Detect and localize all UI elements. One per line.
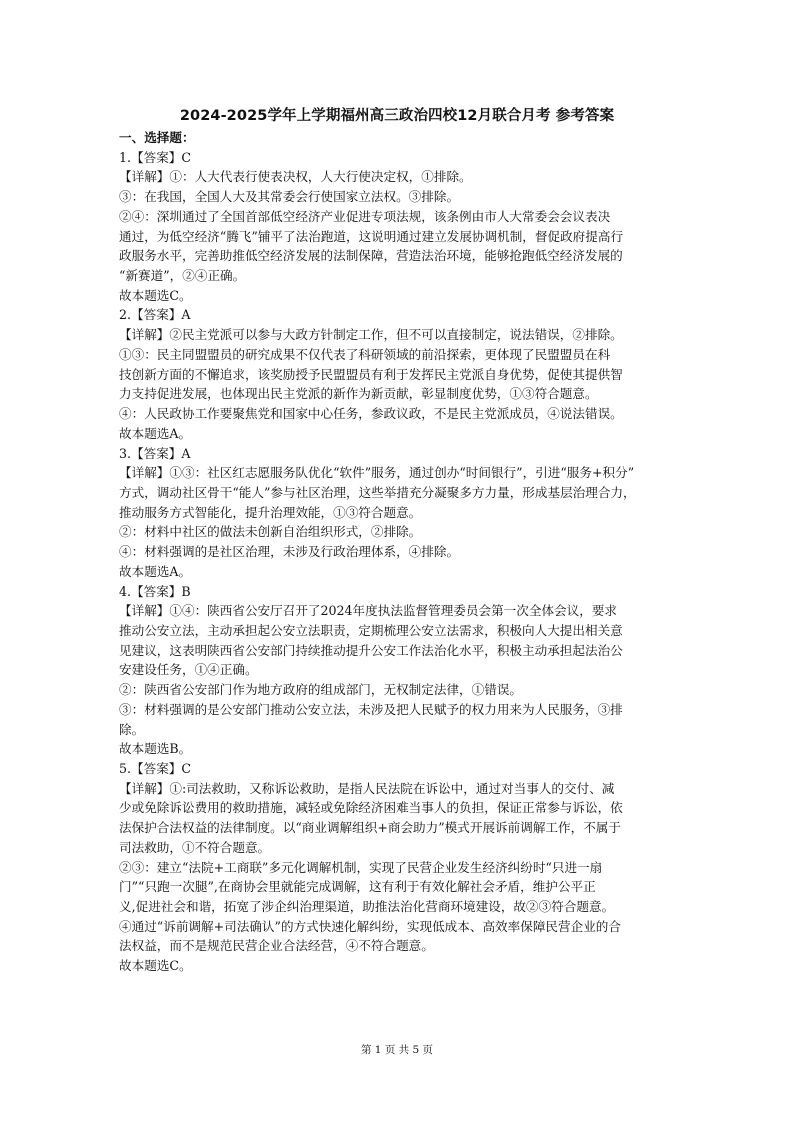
text-line: 门”“只跑一次腿”,在商协会里就能完成调解，这有利于有效化解社会矛盾，维护公平正	[119, 879, 596, 895]
text-line: 故本题选A。	[119, 563, 192, 579]
text-line: 【详解】①④：陕西省公安厅召开了2024年度执法监督管理委员会第一次全体会议，要求	[119, 603, 618, 619]
text-line: “新赛道”，②④正确。	[119, 268, 246, 284]
text-line: 【详解】①:司法救助，又称诉讼救助，是指人民法院在诉讼中，通过对当事人的交付、减	[119, 780, 615, 796]
text-line: 【详解】①：人大代表行使表决权，人大行使决定权，①排除。	[119, 169, 472, 185]
text-line: ④：人民政协工作要聚焦党和国家中心任务，参政议政，不是民主党派成员，④说法错误。	[119, 406, 623, 422]
text-line: 安建设任务，①④正确。	[119, 662, 258, 678]
text-line: ②：材料中社区的做法未创新自治组织形式，②排除。	[119, 524, 422, 540]
page-title: 2024-2025学年上学期福州高三政治四校12月联合月考 参考答案	[179, 108, 615, 124]
text-line: 通过，为低空经济“腾飞”铺平了法治跑道，这说明通过建立发展协调机制，督促政府提高行	[119, 228, 624, 244]
answer-lines	[119, 148, 679, 976]
text-line: ③：材料强调的是公安部门推动公安立法，未涉及把人民赋予的权力用来为人民服务，③排	[119, 701, 623, 717]
text-line: 除。	[119, 721, 145, 737]
text-line: ④：材料强调的是社区治理，未涉及行政治理体系，④排除。	[119, 544, 460, 560]
text-line: ②③：建立“法院+工商联”多元化调解机制，实现了民营企业发生经济纠纷时“只进一扇	[119, 859, 603, 875]
page-footer: 第 1 页 共 5 页	[360, 1044, 434, 1056]
text-line: 政服务水平，完善助推低空经济发展的法制保障，营造法治环境，能够抢跑低空经济发展的	[119, 248, 623, 264]
text-line: 故本题选B。	[119, 741, 192, 757]
text-line: ④通过“诉前调解+司法确认”的方式快速化解纠纷，实现低成本、高效率保障民营企业的合	[119, 918, 621, 934]
text-line: 技创新方面的不懈追求，该奖励授予民盟盟员有利于发挥民主党派自身优势，促使其提供智	[119, 366, 623, 382]
text-line: 【详解】①③：社区红志愿服务队优化“软件”服务，通过创办“时间银行”，引进“服务+积分”	[119, 465, 635, 481]
text-line: 见建议，这表明陕西省公安部门持续推动提升公安工作法治化水平，积极主动承担起法治公	[119, 642, 623, 658]
text-line: 法权益，而不是规范民营企业合法经营，④不符合题意。	[119, 938, 434, 954]
text-line: 力支持促进发展，也体现出民主党派的新作为新贡献，彰显制度优势，①③符合题意。	[119, 386, 598, 402]
text-line: 义,促进社会和谐，拓宽了涉企纠治理渠道，助推法治化营商环境建设，故②③符合题意。	[119, 899, 615, 915]
text-line: 5.【答案】C	[119, 761, 192, 776]
text-line: 司法救助，①不符合题意。	[119, 839, 271, 855]
text-line: 2.【答案】A	[119, 307, 191, 323]
text-line: 方式，调动社区骨干“能人”参与社区治理，这些举措充分凝聚多方力量，形成基层治理合力，	[119, 484, 636, 500]
text-line: 3.【答案】A	[119, 445, 191, 461]
text-line: 少或免除诉讼费用的救助措施，减轻或免除经济困难当事人的负担，保证正常参与诉讼，依	[119, 800, 623, 816]
text-line: 法保护合法权益的法律制度。以“商业调解组织+商会助力”模式开展诉前调解工作，不属于	[119, 820, 621, 836]
answer-content	[119, 128, 679, 976]
text-line: 4.【答案】B	[119, 583, 191, 599]
text-line: ③：在我国，全国人大及其常委会行使国家立法权。③排除。	[119, 189, 460, 205]
text-line: ②④：深圳通过了全国首部低空经济产业促进专项法规，该条例由市人大常委会会议表决	[119, 208, 611, 224]
text-line: 推动服务方式智能化，提升治理效能，①③符合题意。	[119, 504, 422, 520]
text-line: ②：陕西省公安部门作为地方政府的组成部门，无权制定法律，①错误。	[119, 682, 522, 698]
text-line: 1.【答案】C	[119, 149, 192, 165]
text-line: 故本题选C。	[119, 287, 192, 303]
text-line: 推动公安立法，主动承担起公安立法职责，定期梳理公安立法需求，积极向人大提出相关意	[119, 622, 623, 638]
text-line: 故本题选A。	[119, 425, 192, 441]
section-heading: 一、选择题：	[119, 130, 195, 145]
text-line: ①③：民主同盟盟员的研究成果不仅代表了科研领域的前沿探索，更体现了民盟盟员在科	[119, 346, 611, 362]
text-line: 【详解】②民主党派可以参与大政方针制定工作，但不可以直接制定，说法错误，②排除。	[119, 327, 623, 343]
text-line: 故本题选C。	[119, 958, 192, 974]
